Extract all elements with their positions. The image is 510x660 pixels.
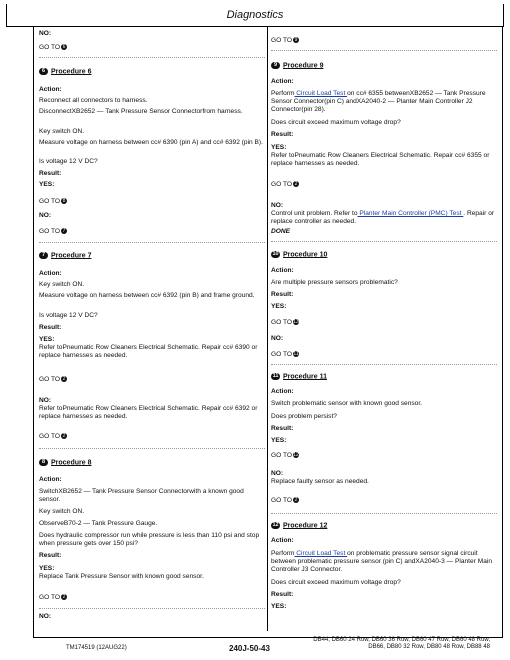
- footer-page-number: 240J-50-43: [229, 644, 270, 653]
- page-title: Diagnostics: [226, 9, 284, 21]
- question-text: Does circuit exceed maximum voltage drop?: [271, 119, 401, 126]
- goto-step[interactable]: GO TO 2: [271, 181, 298, 188]
- no-label: NO:: [271, 202, 284, 209]
- goto-step[interactable]: GO TO13: [271, 319, 299, 326]
- instruction-text: Perform Circuit Load Test on cc# 6355 betweenXB2652 — Tank Pressure Sensor Connector(pin C) andXA2040-2 — Planter Main Controller J2 Connector(pin 28).: [271, 90, 486, 113]
- question-text: Are multiple pressure sensors problematic?: [271, 279, 398, 286]
- goto-step[interactable]: GO TO12: [271, 452, 299, 459]
- instruction-text: Measure voltage on harness between cc# 6390 (pin A) and cc# 6392 (pin B).: [39, 139, 263, 146]
- procedure-10-heading: 10 Procedure 10: [272, 251, 328, 259]
- goto-step[interactable]: GO TO11: [271, 351, 299, 358]
- procedure-6-heading: 6 Procedure 6: [39, 68, 91, 75]
- instruction-text: Reconnect all connectors to harness.: [39, 97, 148, 104]
- step-number-icon: 2: [62, 433, 66, 440]
- procedure-8-heading: 8 Procedure 8: [39, 459, 91, 466]
- result-label: Result:: [271, 591, 294, 598]
- step-number-icon: 2: [294, 181, 298, 188]
- goto-step[interactable]: GO TO 2: [39, 433, 66, 440]
- no-label: NO:: [39, 30, 52, 37]
- result-label: Result:: [39, 552, 62, 559]
- column-divider: [267, 27, 268, 631]
- divider-line: [271, 364, 497, 365]
- procedure-11-heading: 11 Procedure 11: [272, 373, 327, 381]
- action-label: Action:: [271, 267, 294, 274]
- question-text: Is voltage 12 V DC?: [39, 312, 98, 319]
- instruction-text: Key switch ON.: [39, 128, 85, 135]
- yes-label: YES:: [39, 181, 55, 188]
- result-label: Result:: [271, 291, 294, 298]
- instruction-text: Switch problematic sensor with known good sensor.: [271, 400, 422, 407]
- divider-line: [271, 50, 497, 51]
- yes-label: YES:: [271, 437, 287, 444]
- goto-step[interactable]: GO TO 2: [271, 497, 298, 504]
- step-number-icon: 10: [272, 251, 279, 257]
- no-label: NO:: [39, 397, 52, 404]
- yes-label: YES:: [271, 303, 287, 310]
- no-label: NO:: [39, 212, 52, 219]
- circuit-load-test-link[interactable]: Circuit Load Test: [294, 90, 348, 97]
- goto-step[interactable]: GO TO 8: [39, 198, 66, 205]
- instruction-text: SwitchXB2652 — Tank Pressure Sensor Connectorwith a known good sensor.: [39, 488, 244, 503]
- divider-line: [271, 513, 497, 514]
- goto-step[interactable]: GO TO 6: [39, 44, 66, 51]
- no-text: Replace faulty sensor as needed.: [271, 478, 369, 485]
- question-text: Does hydraulic compressor run while pressure is less than 110 psi and stop when pressure gets over 150 psi?: [39, 532, 260, 547]
- instruction-text: ObserveB70-2 — Tank Pressure Gauge.: [39, 520, 158, 527]
- no-text: Refer toPneumatic Row Cleaners Electrical Schematic. Repair cc# 6392 or replace harnesses as needed.: [39, 405, 258, 420]
- action-label: Action:: [39, 270, 62, 277]
- divider-line: [39, 57, 265, 58]
- no-label: NO:: [39, 613, 52, 620]
- step-number-icon: 9: [294, 37, 298, 44]
- yes-text: Refer toPneumatic Row Cleaners Electrical Schematic. Repair cc# 6355 or replace harnesses as needed.: [271, 152, 490, 167]
- step-number-icon: 13: [293, 319, 299, 326]
- goto-step[interactable]: GO TO 9: [271, 37, 298, 44]
- instruction-text: Key switch ON.: [39, 508, 85, 515]
- instruction-text: DisconnectXB2652 — Tank Pressure Sensor Connectorfrom harness.: [39, 108, 243, 115]
- pmc-test-link[interactable]: Planter Main Controller (PMC) Test: [357, 210, 464, 217]
- result-label: Result:: [271, 131, 294, 138]
- instruction-text: Key switch ON.: [39, 281, 85, 288]
- step-number-icon: 6: [62, 44, 66, 51]
- action-label: Action:: [39, 86, 62, 93]
- yes-label: YES:: [271, 144, 287, 151]
- goto-step[interactable]: GO TO 2: [39, 594, 66, 601]
- step-number-icon: 7: [39, 252, 48, 259]
- divider-line: [39, 242, 265, 243]
- step-number-icon: 2: [294, 497, 298, 504]
- no-label: NO:: [271, 470, 284, 477]
- result-label: Result:: [39, 324, 62, 331]
- step-number-icon: 12: [272, 522, 279, 528]
- instruction-text: Measure voltage on harness between cc# 6392 (pin B) and frame ground.: [39, 292, 255, 299]
- yes-label: YES:: [39, 565, 55, 572]
- divider-line: [271, 241, 497, 242]
- divider-line: [39, 608, 265, 609]
- procedure-12-heading: 12 Procedure 12: [272, 522, 328, 530]
- result-label: Result:: [39, 170, 62, 177]
- step-number-icon: 6: [39, 68, 48, 75]
- result-label: Result:: [271, 425, 294, 432]
- yes-text: Refer toPneumatic Row Cleaners Electrical Schematic. Repair cc# 6390 or replace harnesses as needed.: [39, 344, 258, 359]
- no-label: NO:: [271, 335, 284, 342]
- action-label: Action:: [39, 476, 62, 483]
- procedure-7-heading: 7 Procedure 7: [39, 252, 91, 259]
- yes-label: YES:: [39, 336, 55, 343]
- yes-text: Replace Tank Pressure Sensor with known good sensor.: [39, 573, 204, 580]
- step-number-icon: 11: [293, 351, 299, 358]
- step-number-icon: 9: [271, 62, 280, 69]
- divider-line: [39, 448, 265, 449]
- goto-step[interactable]: GO TO 7: [39, 228, 66, 235]
- action-label: Action:: [271, 78, 294, 85]
- question-text: Is voltage 12 V DC?: [39, 158, 98, 165]
- step-number-icon: 8: [62, 198, 66, 205]
- step-number-icon: 8: [39, 459, 48, 466]
- circuit-load-test-link[interactable]: Circuit Load Test: [294, 550, 348, 557]
- action-label: Action:: [271, 388, 294, 395]
- question-text: Does circuit exceed maximum voltage drop?: [271, 579, 401, 586]
- footer-doc-id: TM174519 (12AUG22): [66, 645, 127, 651]
- step-number-icon: 11: [272, 373, 279, 379]
- step-number-icon: 7: [62, 228, 66, 235]
- procedure-9-heading: 9 Procedure 9: [271, 62, 323, 69]
- goto-step[interactable]: GO TO 2: [39, 376, 66, 383]
- action-label: Action:: [271, 537, 294, 544]
- step-number-icon: 2: [62, 594, 66, 601]
- instruction-text: Perform Circuit Load Test on problematic pressure sensor signal circuit between problematic pressure sensor (pin C) andXA2040-3 — Planter Main Controller J3 Connector.: [271, 550, 493, 573]
- footer-models: DB44, DB60 24 Row, DB60 36 Row, DB60 47 Row, DB60 48 Row, DB66, DB80 32 Row, DB80 48 Row, DB88 48: [313, 637, 490, 650]
- step-number-icon: 2: [62, 376, 66, 383]
- done-label: DONE: [271, 228, 291, 235]
- yes-label: YES:: [271, 603, 287, 610]
- step-number-icon: 12: [293, 452, 299, 459]
- no-text: Control unit problem. Refer to Planter Main Controller (PMC) Test . Repair or replace controller as needed.: [271, 210, 495, 225]
- question-text: Does problem persist?: [271, 413, 337, 420]
